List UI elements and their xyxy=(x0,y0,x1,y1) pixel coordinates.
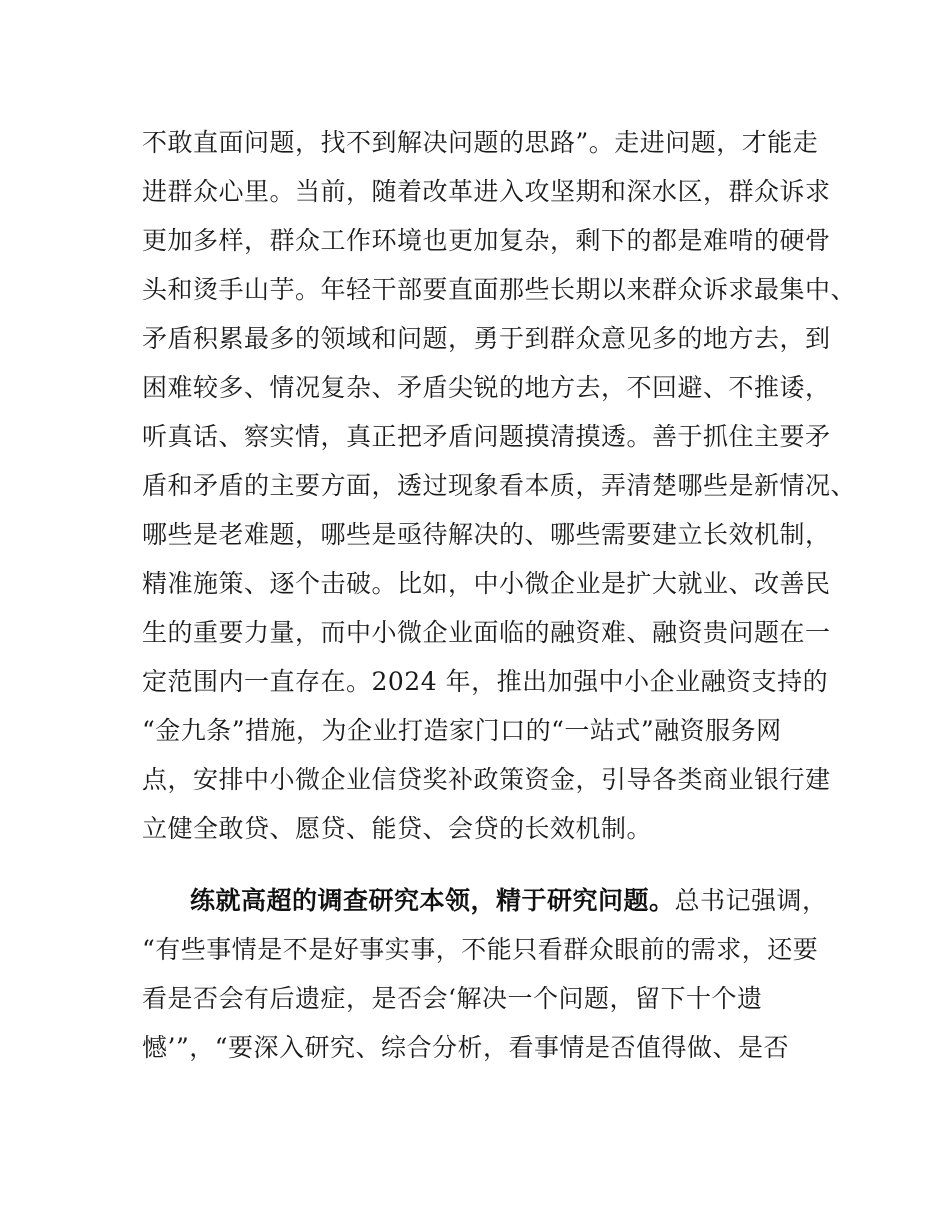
paragraph-1-line-8: 盾和矛盾的主要方面，透过现象看本质，弄清楚哪些是新情况、 xyxy=(142,471,857,500)
paragraph-1-line-3: 更加多样，群众工作环境也更加复杂，剩下的都是难啃的硬骨 xyxy=(142,226,831,255)
paragraph-2-line-4: 憾’”，“要深入研究、综合分析，看事情是否值得做、是否 xyxy=(142,1033,790,1062)
paragraph-1-line-14: 点，安排中小微企业信贷奖补政策资金，引导各类商业银行建 xyxy=(142,765,831,794)
paragraph-1-line-15: 立健全敢贷、愿贷、能贷、会贷的长效机制。 xyxy=(142,814,653,843)
paragraph-1-line-5: 矛盾积累最多的领域和问题，勇于到群众意见多的地方去，到 xyxy=(142,324,831,353)
paragraph-1-line-12: 定范围内一直存在。2024 年，推出加强中小企业融资支持的 xyxy=(142,667,829,696)
paragraph-1-line-10: 精准施策、逐个击破。比如，中小微企业是扩大就业、改善民 xyxy=(142,569,831,598)
paragraph-1-line-2: 进群众心里。当前，随着改革进入攻坚期和深水区，群众诉求 xyxy=(142,177,831,206)
paragraph-2-line-3: 看是否会有后遗症，是否会‘解决一个问题，留下十个遗 xyxy=(142,984,763,1013)
paragraph-2-heading: 练就高超的调查研究本领，精于研究问题。 xyxy=(190,886,675,915)
paragraph-2-line-1 xyxy=(190,885,828,917)
paragraph-1-line-6: 困难较多、情况复杂、矛盾尖锐的地方去，不回避、不推诿， xyxy=(142,373,831,402)
paragraph-1-line-1: 不敢直面问题，找不到解决问题的思路”。走进问题，才能走 xyxy=(142,128,819,157)
paragraph-1-line-13: “金九条”措施，为企业打造家门口的“一站式”融资服务网 xyxy=(142,716,782,745)
paragraph-2-line-2: “有些事情是不是好事实事，不能只看群众眼前的需求，还要 xyxy=(142,935,819,964)
paragraph-1-line-4: 头和烫手山芋。年轻干部要直面那些长期以来群众诉求最集中、 xyxy=(142,275,857,304)
paragraph-2-first-line-rest: 总书记强调， xyxy=(674,886,828,915)
paragraph-1-line-7: 听真话、察实情，真正把矛盾问题摸清摸透。善于抓住主要矛 xyxy=(142,422,831,451)
paragraph-1-line-9: 哪些是老难题，哪些是亟待解决的、哪些需要建立长效机制， xyxy=(142,520,831,549)
paragraph-1-line-11: 生的重要力量，而中小微企业面临的融资难、融资贵问题在一 xyxy=(142,618,831,647)
